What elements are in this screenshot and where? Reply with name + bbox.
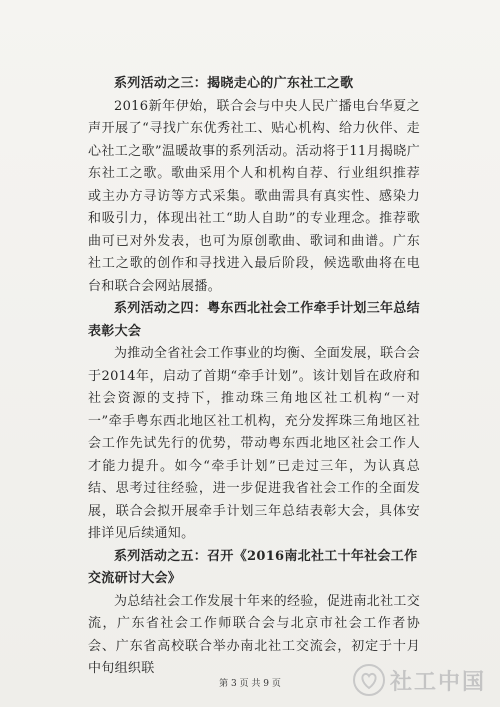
section-heading-4: 系列活动之四：粤东西北社会工作牵手计划三年总结表彰大会 <box>88 301 420 339</box>
section-heading-5: 系列活动之五：召开《2016南北社工十年社会工作交流研讨大会》 <box>88 548 418 586</box>
section-body-4: 为推动全省社会工作事业的均衡、全面发展，联合会于2014年，启动了首期“牵手计划”。该计划旨在政府和社会资源的支持下，推动珠三角地区社工机构“一对一”牵手粤东西北地区社工机构，充分发挥珠三角地区社会工作先试先行的优势，带动粤东西北地区社会工作人才能力提升。如今“牵手计划”已走过三年，为认真总结、思考过往经验，进一步促进我省社会工作的全面发展，联合会拟开展牵手计划三年总结表彰大会，具体安排详见后续通知。 <box>88 346 420 541</box>
watermark <box>352 663 486 697</box>
watermark-text: 社工中国 <box>389 669 486 695</box>
section-heading-3: 系列活动之三：揭晓走心的广东社工之歌 <box>114 76 354 91</box>
section-body-5: 为总结社会工作发展十年来的经验，促进南北社工交流，广东省社会工作师联合会与北京市社会工作者协会、广东省高校联合举办南北社工交流会，初定于十月中旬组织联 <box>88 593 420 676</box>
heart-hands-logo-icon <box>352 663 386 697</box>
document-content <box>88 73 420 681</box>
page-number-footer: 第 3 页 共 9 页 <box>219 679 281 689</box>
section-body-3: 2016新年伊始，联合会与中央人民广播电台华夏之声开展了“寻找广东优秀社工、贴心机构、给力伙伴、走心社工之歌”温暖故事的系列活动。活动将于11月揭晓广东社工之歌。歌曲采用个人和机构自荐、行业组织推荐或主办方寻访等方式采集。歌曲需具有真实性、感染力和吸引力，体现出社工“助人自助”的专业理念。推荐歌曲可已对外发表，也可为原创歌曲、歌词和曲谱。广东社工之歌的创作和寻找进入最后阶段，候选歌曲将在电台和联合会网站展播。 <box>88 98 420 294</box>
